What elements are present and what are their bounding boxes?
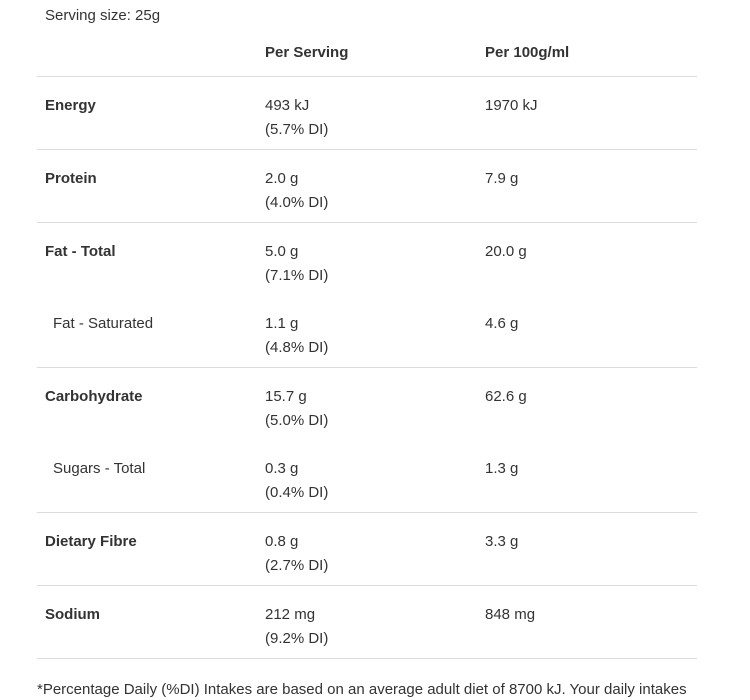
table-row-carbohydrate: [37, 368, 697, 440]
serving-amount: 1.1 g: [265, 315, 299, 332]
daily-intake-percent: (4.0% DI): [265, 194, 329, 211]
per-100-value: 20.0 g: [485, 243, 527, 260]
nutrient-name: Carbohydrate: [45, 388, 143, 405]
nutrition-table: [37, 40, 697, 659]
serving-amount: 0.8 g: [265, 533, 299, 550]
per-serving-value: [265, 457, 328, 505]
table-header: [37, 40, 697, 77]
header-per-serving: Per Serving: [265, 44, 349, 61]
nutrient-name: Sugars - Total: [53, 460, 146, 477]
per-serving-value: [265, 603, 328, 651]
per-serving-value: [265, 385, 328, 433]
daily-intake-percent: (9.2% DI): [265, 630, 329, 647]
serving-amount: 15.7 g: [265, 388, 307, 405]
serving-amount: 5.0 g: [265, 243, 299, 260]
per-serving-value: [265, 240, 328, 288]
table-row-fat-total: [37, 223, 697, 295]
daily-intake-percent: (5.7% DI): [265, 121, 329, 138]
nutrient-name: Fat - Total: [45, 243, 116, 260]
nutrient-name: Dietary Fibre: [45, 533, 137, 550]
serving-size: Serving size: 25g: [45, 7, 161, 24]
nutrient-name: Protein: [45, 170, 97, 187]
table-row-sugars-total: [37, 440, 697, 513]
daily-intake-percent: (7.1% DI): [265, 267, 329, 284]
table-row-protein: [37, 150, 697, 223]
serving-amount: 0.3 g: [265, 460, 299, 477]
nutrient-name: Energy: [45, 97, 96, 114]
table-row-energy: [37, 77, 697, 150]
table-row-dietary-fibre: [37, 513, 697, 586]
serving-amount: 2.0 g: [265, 170, 299, 187]
serving-amount: 212 mg: [265, 606, 316, 623]
serving-amount: 493 kJ: [265, 97, 310, 114]
per-100-value: 1.3 g: [485, 460, 519, 477]
daily-intake-percent: (4.8% DI): [265, 339, 329, 356]
daily-intake-footnote: *Percentage Daily (%DI) Intakes are based on an average adult diet of 8700 kJ. Your daily intakes: [37, 681, 687, 698]
header-per-100: Per 100g/ml: [485, 44, 570, 61]
per-100-value: 7.9 g: [485, 170, 519, 187]
per-100-value: 3.3 g: [485, 533, 519, 550]
per-serving-value: [265, 530, 328, 578]
table-row-fat-saturated: [37, 295, 697, 368]
daily-intake-percent: (0.4% DI): [265, 484, 329, 501]
nutrient-name: Sodium: [45, 606, 100, 623]
per-100-value: 848 mg: [485, 606, 536, 623]
per-100-value: 4.6 g: [485, 315, 519, 332]
per-serving-value: [265, 167, 328, 215]
per-100-value: 62.6 g: [485, 388, 527, 405]
nutrient-name: Fat - Saturated: [53, 315, 154, 332]
per-serving-value: [265, 312, 328, 360]
table-row-sodium: [37, 586, 697, 659]
per-100-value: 1970 kJ: [485, 97, 538, 114]
per-serving-value: [265, 94, 328, 142]
daily-intake-percent: (2.7% DI): [265, 557, 329, 574]
daily-intake-percent: (5.0% DI): [265, 412, 329, 429]
